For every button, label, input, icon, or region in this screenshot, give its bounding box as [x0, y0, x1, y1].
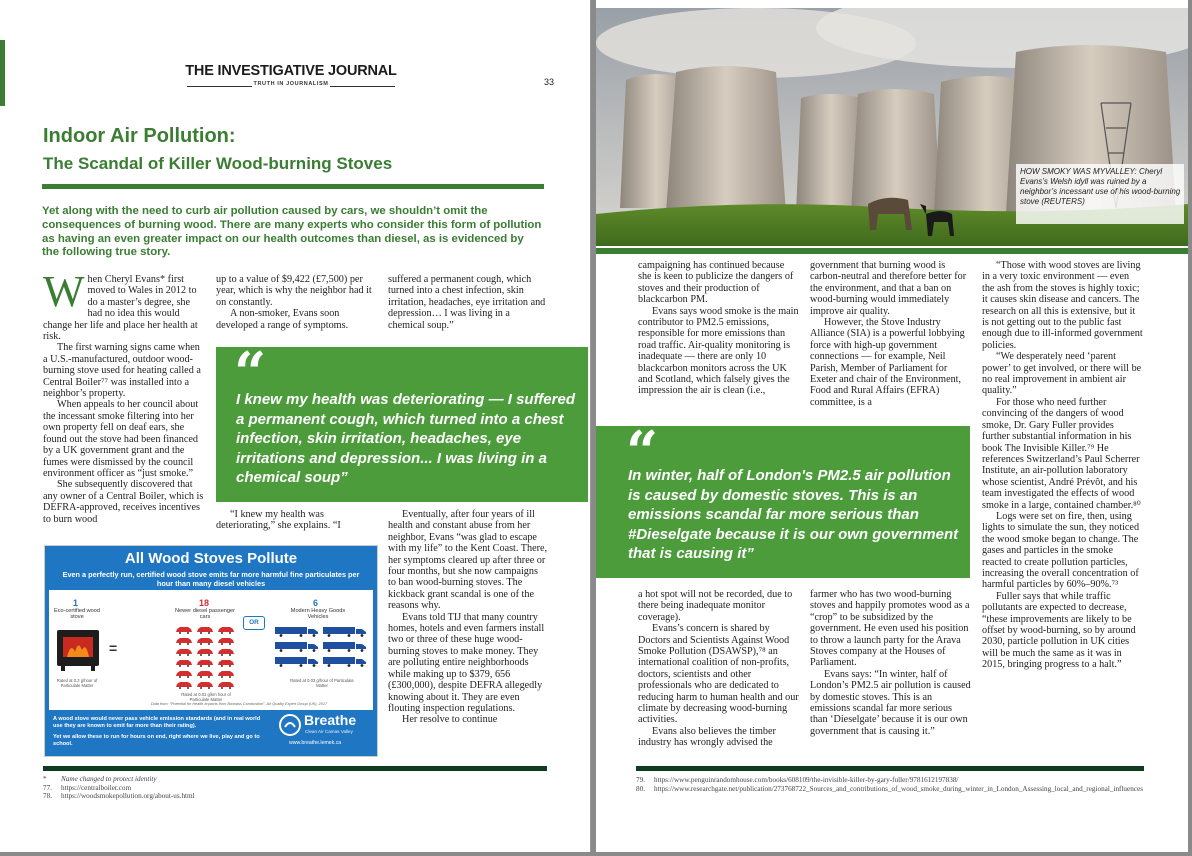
cars-note: Rated at 0.01 g/km hour of Particulate Matter [181, 692, 231, 702]
paragraph: hen Cheryl Evans* first moved to Wales in 2012 to do a master’s degree, she had no idea this would change her life and place her health at risk. [43, 274, 198, 343]
article-title: Indoor Air Pollution: [43, 125, 236, 147]
infographic-source: Data from: "Potential for Health Impacts from Biomass Combustion", Air Quality Expert Group (UK), 2017 [150, 702, 328, 706]
paragraph: a hot spot will not be recorded, due to there being inadequate monitor coverage). [638, 589, 793, 623]
truck-icon [275, 641, 319, 652]
infographic-panel [49, 590, 373, 710]
car-icon [217, 670, 235, 678]
truck-icon [275, 626, 319, 637]
quote-mark-icon: “ [626, 419, 659, 485]
car-icon [217, 648, 235, 656]
car-icon [196, 637, 214, 645]
or-badge: OR [243, 616, 265, 630]
footer-rule [636, 766, 1144, 771]
body-column-1-bottom [638, 589, 800, 749]
paragraph: Logs were set on fire, then, using lights to simulate the sun, they noticed the wood smoke began to change. The gases and particles in the smoke reacted to create pollution particles, increasing the overall concentration of harmful particles by 60%–90%.⁷³ [982, 510, 1140, 591]
body-column-1-top [638, 260, 800, 397]
footnotes-left [43, 775, 443, 801]
body-column-2-continued [216, 509, 378, 532]
footnotes-right [636, 776, 1146, 793]
paragraph: Eventually, after four years of ill health and constant abuse from her neighbor, Evans “was glad to escape with my life” to the Kent Coast. There, her symptoms cleared up after three or four months, but she now campaigns to ban wood-burning stoves. The kickback grant scandal is one of the reasons why. [388, 509, 548, 612]
car-icon [196, 626, 214, 634]
paragraph: Fuller says that while traffic pollutants are expected to decrease, “these improvements are likely to be offset by wood-burning, so by around 2030, particle pollution in UK cities will be much the same as it was in 2015, bringing progress to a halt.” [982, 590, 1136, 671]
body-column-2 [216, 274, 378, 331]
journal-tagline: TRUTH IN JOURNALISM [253, 81, 329, 87]
infographic-title: All Wood Stoves Pollute [124, 550, 298, 567]
photo-caption [1016, 164, 1184, 224]
drop-cap: W [43, 267, 85, 316]
caption-body: Cheryl Evans’s Welsh idyll was ruined by a neighbor’s incessant use of his wood-burning stove (REUTERS) [1020, 167, 1181, 206]
article-subtitle: The Scandal of Killer Wood-burning Stoves [43, 154, 393, 173]
paragraph: She subsequently discovered that any owner of a Central Boiler, which is DEFRA-approved, receives incentives to burn wood [43, 479, 204, 525]
truck-icon [323, 626, 367, 637]
trucks-count: 6 [313, 598, 319, 608]
pull-quote-text: I knew my health was deteriorating — I suffered a permanent cough, which turned into a chest infection, skin irritation, headaches, eye irritations and depression... I was living in a chemical soup” [236, 391, 575, 486]
infographic [44, 545, 378, 757]
caption-text [1020, 167, 1182, 207]
trucks-label: Modern Heavy Goods Vehicles [290, 608, 346, 621]
paragraph: “We desperately need ‘parent power’ to get involved, or there will be no real improvement in ambient air quality.” [982, 351, 1142, 397]
paragraph: Evans told TIJ that many country homes, hotels and even farmers install two or three of these huge wood-burning stoves to make money. They are polluting entire neighborhoods while making up to $379, 656 (£300,000), despite DEFRA allegedly knowing about it. They are even flouting inspection regulations. [388, 611, 545, 714]
stove-label: Eco-certified wood stove [53, 608, 100, 621]
footnote-mark: 80. [636, 784, 645, 793]
paragraph: Evans also believes the timber industry has wrongly advised the [638, 725, 776, 749]
footnote-link[interactable]: https://www.researchgate.net/publication/273768722_Sources_and_contributions_of_wood_smoke_during_winter_in_London_Assessing_local_and_regional_influences [654, 784, 1143, 793]
cars-grid [175, 626, 239, 689]
paragraph: When appeals to her council about the incessant smoke filtering into her own property fell on deaf ears, she found out the stove had been financed by a UK government grant and the fumes were dismissed by the council environment officer as “just smoke.” [43, 399, 199, 479]
caption-title: HOW SMOKY WAS MYVALLEY: [1020, 167, 1137, 176]
infographic-footer-line-1: A wood stove would never pass vehicle emission standards (and in real world use they are known to emit far more than their rating). [53, 716, 261, 729]
stove-count: 1 [73, 598, 79, 608]
trucks-note: Rated at 0.03 g/hour of Particulate Matter [290, 678, 354, 688]
paragraph: The first warning signs came when a U.S.-manufactured, outdoor wood-burning stove used for heating called a Central Boiler⁷⁷ was installed into a neighbor’s property. [43, 342, 201, 400]
paragraph: Her resolve to continue [402, 714, 498, 726]
pull-quote-right [596, 419, 970, 578]
body-column-3 [388, 274, 548, 331]
footnote [43, 792, 443, 801]
car-icon [196, 670, 214, 678]
car-icon [175, 681, 193, 689]
paragraph: campaigning has continued because she is keen to publicize the dangers of stoves and their production of blackcarbon PM. [638, 260, 794, 306]
car-icon [217, 626, 235, 634]
brand-url: www.breathe.lemek.ca [289, 740, 342, 746]
page-edge-marker [0, 40, 5, 106]
body-column-3-continued [388, 509, 548, 726]
truck-icon [323, 656, 367, 667]
cars-count: 18 [199, 598, 210, 608]
brand-name: Breathe [304, 712, 357, 728]
footer-rule [43, 766, 547, 771]
stove-note: Rated at 0.2 g/hour of Particulate Matter [56, 678, 98, 688]
photo-rule [596, 248, 1188, 254]
cars-label: Newer diesel passenger cars [174, 608, 235, 621]
infographic-subtitle: Even a perfectly run, certified wood stove emits far more harmful fine particulates per hour than many diesel vehicles [62, 570, 360, 588]
truck-icon [323, 641, 367, 652]
body-column-1 [43, 267, 204, 525]
car-icon [196, 648, 214, 656]
journal-name: THE INVESTIGATIVE JOURNAL [185, 63, 397, 79]
brand-tagline: Clean Air Camas Valley [305, 729, 353, 734]
pull-quote-text: In winter, half of London's PM2.5 air pollution is caused by domestic stoves. This is an emissions scandal far more serious than #Dieselgate because it is our own government that is causing it” [628, 467, 959, 562]
footnote [43, 775, 443, 784]
paragraph: Evans’s concern is shared by Doctors and Scientists Against Wood Smoke Pollution (DSAWSP),⁷⁸ an international coalition of non-profits, doctors, scientists and other professionals who are dedicated to reducing harm to human health and our climate by decreasing wood-burning activities. [638, 623, 799, 726]
trucks-grid [275, 626, 369, 667]
car-icon [175, 626, 193, 634]
car-icon [175, 648, 193, 656]
body-column-3 [982, 260, 1144, 671]
footnote-mark: 78. [43, 792, 52, 801]
footnote-link[interactable]: https://centralboiler.com [61, 783, 132, 792]
footnote [636, 776, 1146, 785]
paragraph: “I knew my health was deteriorating,” she explains. “I [216, 509, 341, 532]
left-page [0, 0, 591, 852]
paragraph: For those who need further convincing of the dangers of wood smoke, Dr. Gary Fuller provides further substantial information in his book The Invisible Killer.⁷⁹ He references Switzerland’s Paul Scherrer Institute, an air-pollution laboratory whose scientist, André Prévôt, and his team investigated the effects of wood smoke in a large, contained chamber.⁸⁰ [982, 396, 1141, 511]
page-number: 33 [544, 77, 555, 87]
car-icon [175, 637, 193, 645]
car-icon [196, 681, 214, 689]
infographic-footer [53, 716, 271, 748]
car-icon [175, 659, 193, 667]
paragraph: farmer who has two wood-burning stoves and happily promotes wood as a “crop” to be subsidized by the government. He even used his position to throw a launch party for the Arava Stoves company at the Houses of Parliament. [810, 589, 970, 669]
footnote-link[interactable]: https://woodsmokepollution.org/about-us.html [61, 792, 195, 801]
footnote-mark: * [43, 775, 47, 783]
car-icon [217, 659, 235, 667]
paragraph: government that burning wood is carbon-neutral and therefore better for the environment, and that a ban on wood-burning would immediately improve air quality. [810, 260, 967, 317]
right-page [596, 0, 1188, 852]
footnote-mark: 79. [636, 776, 645, 784]
breathe-logo [277, 712, 373, 752]
title-rule [42, 184, 544, 189]
lead-paragraph: Yet along with the need to curb air pollution caused by cars, we shouldn’t omit the consequences of burning wood. There are many experts who consider this form of pollution as having an even greater impact on our health outcomes than diesel, as is evidenced by the following true story. [42, 205, 542, 259]
car-icon [175, 670, 193, 678]
equals-sign: = [109, 640, 118, 656]
footnote [43, 784, 443, 793]
footnote [636, 785, 1146, 794]
truck-icon [275, 656, 319, 667]
car-icon [217, 637, 235, 645]
paragraph: However, the Stove Industry Alliance (SIA) is a powerful lobbying force with high-up government connections — for example, Neil Parish, Member of Parliament for Exeter and chair of the Environment, Food and Rural Affairs (EFRA) committee, is a [810, 317, 965, 408]
footnote-link[interactable]: https://www.penguinrandomhouse.com/books/608109/the-invisible-killer-by-gary-fuller/9781612197838/ [654, 776, 959, 784]
quote-mark-icon: “ [234, 340, 267, 406]
body-column-2-top [810, 260, 972, 408]
footnote-mark: 77. [43, 783, 52, 792]
pull-quote-left [216, 340, 588, 502]
infographic-footer-line-2: Yet we allow these to run for hours on end, right where we live, play and go to school. [53, 734, 260, 747]
footnote-text: Name changed to protect identity [61, 775, 157, 783]
car-icon [217, 681, 235, 689]
paragraph: up to a value of $9,422 (£7,500) per year, which is why the neighbor had it on constantly. [216, 274, 372, 308]
paragraph: suffered a permanent cough, which turned into a chest infection, skin irritation, headaches, eye irritation and depression… I was living in a chemical soup.” [388, 274, 546, 331]
paragraph: “Those with wood stoves are living in a very toxic environment — even the ash from the stoves is highly toxic; it causes skin disease and cancers. The research on all this is extensive, but it is not getting out to the public fast enough due to ill-informed government policies. [982, 260, 1143, 351]
body-column-2-bottom [810, 589, 972, 737]
wood-stove-icon [55, 628, 101, 672]
car-icon [196, 659, 214, 667]
paragraph: Evans says: “In winter, half of London’s PM2.5 air pollution is caused by domestic stoves. This is an emissions scandal far more serious than ‘Dieselgate’ because it is our own government that is causing it.” [810, 668, 971, 737]
paragraph: A non-smoker, Evans soon developed a range of symptoms. [216, 308, 349, 331]
paragraph: Evans says wood smoke is the main contributor to PM2.5 emissions, responsible for more emissions than road traffic. Air-quality monitoring is inadequate — there are only 10 blackcarbon monitors across the UK and Scotland, which falsely gives the impression the air is clean (i.e., [638, 305, 799, 397]
breathe-logo-icon [279, 714, 301, 736]
